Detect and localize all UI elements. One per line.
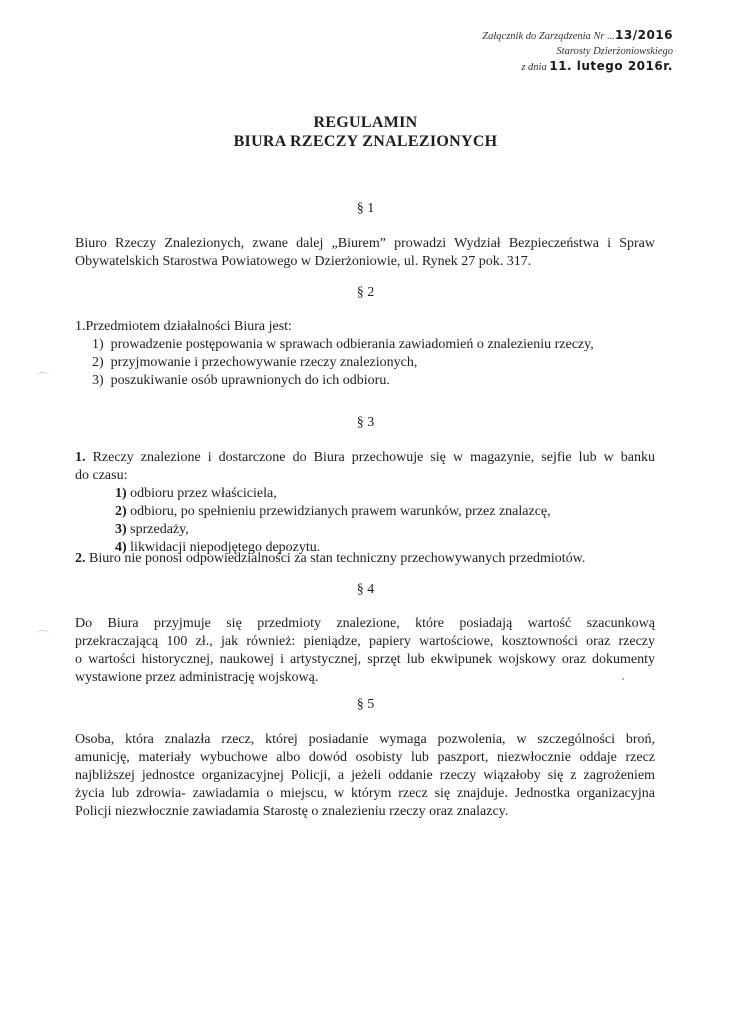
s2-item: 3) poszukiwanie osób uprawnionych do ich odbioru. [92, 373, 390, 388]
s3-p1-line1: 1. Rzeczy znalezione i dostarczone do Biura przechowuje się w magazynie, sejfie lub w banku [75, 450, 655, 465]
attachment-note-line2: Starosty Dzierżoniowskiego [556, 46, 673, 57]
s5-line: Osoba, która znalazła rzecz, której posiadanie wymaga pozwolenia, w szczególności broń, [75, 732, 655, 747]
punch-hole-mark [36, 630, 50, 639]
s3-item: 2) odbioru, po spełnieniu przewidzianych prawem warunków, przez znalazcę, [115, 504, 551, 519]
s4-line: o wartości historycznej, naukowej i artystycznej, sprzęt lub ekwipunek wojskowy oraz dokumenty [75, 652, 655, 667]
attachment-note [373, 28, 673, 75]
s3-item: 1) odbioru przez właściciela, [115, 486, 277, 501]
section-mark-2: § 2 [356, 285, 375, 300]
document-subtitle: BIURA RZECZY ZNALEZIONYCH [233, 133, 498, 150]
handwritten-number: 13/2016 [615, 28, 673, 42]
section-mark-3: § 3 [356, 415, 375, 430]
s5-line: życia lub zdrowia- zawiadamia o miejscu, w którym rzecz się znajduje. Jednostka organizacyjna [75, 786, 655, 801]
s3-p1-line2: do czasu: [75, 468, 128, 483]
s4-line: Do Biura przyjmuje się przedmioty znalezione, które posiadają wartość szacunkową [75, 616, 655, 631]
s5-line: najbliższej jednostce organizacyjnej Policji, a jeżeli oddanie rzeczy wiązałoby się z zagrożeniem [75, 768, 655, 783]
s1-line1: Biuro Rzeczy Znalezionych, zwane dalej „Biurem” prowadzi Wydział Bezpieczeństwa i Spraw [75, 236, 655, 251]
section-mark-5: § 5 [356, 697, 375, 712]
s3-p2: 2. Biuro nie ponosi odpowiedzialności za stan techniczny przechowywanych przedmiotów. [75, 551, 586, 566]
s2-item: 1) prowadzenie postępowania w sprawach odbierania zawiadomień o znalezieniu rzeczy, [92, 337, 594, 352]
handwritten-date: 11. lutego 2016r. [549, 59, 673, 73]
attachment-note-line3: z dnia 11. lutego 2016r. [521, 59, 673, 73]
s1-line2: Obywatelskich Starostwa Powiatowego w Dzierżoniowie, ul. Rynek 27 pok. 317. [75, 254, 532, 269]
attachment-note-line1: Załącznik do Zarządzenia Nr ...13/2016 [482, 28, 673, 42]
s4-line: wystawione przez administrację wojskową. [75, 670, 319, 685]
document-title: REGULAMIN [313, 114, 418, 131]
s5-line: Policji niezwłocznie zawiadamia Starostę o znalezieniu rzeczy oraz znalazcy. [75, 804, 509, 819]
s3-item: 3) sprzedaży, [115, 522, 189, 537]
s5-line: amunicję, materiały wybuchowe albo dowód osobisty lub paszport, niezwłocznie oddaje rzecz [75, 750, 655, 765]
s2-item: 2) przyjmowanie i przechowywanie rzeczy znalezionych, [92, 355, 418, 370]
s4-line: przekraczającą 100 zł., jak również: pieniądze, papiery wartościowe, kosztowności oraz rzeczy [75, 634, 655, 649]
s3-item: 4) likwidacji niepodjętego depozytu. [115, 540, 321, 555]
punch-hole-mark [36, 372, 50, 381]
scan-dot [622, 678, 624, 680]
section-mark-4: § 4 [356, 582, 375, 597]
s2-intro: 1.Przedmiotem działalności Biura jest: [75, 319, 292, 334]
section-mark-1: § 1 [356, 201, 375, 216]
